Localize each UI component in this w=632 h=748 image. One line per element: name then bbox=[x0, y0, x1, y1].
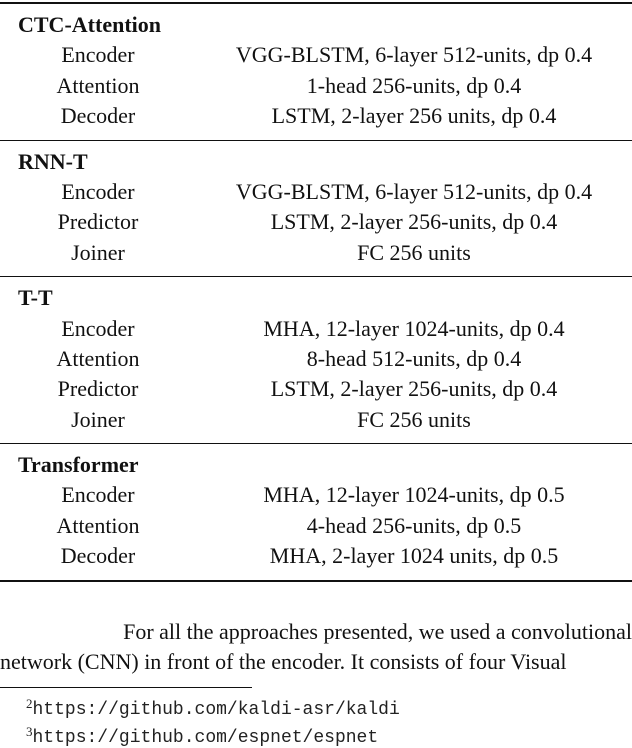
section-title: Transformer bbox=[18, 452, 139, 478]
component-label: Encoder bbox=[61, 42, 135, 68]
table-row bbox=[0, 238, 632, 268]
section-title: T-T bbox=[18, 285, 53, 311]
component-config: MHA, 2-layer 1024 units, dp 0.5 bbox=[269, 543, 559, 569]
table-row bbox=[0, 71, 632, 101]
section-title: CTC-Attention bbox=[18, 12, 161, 37]
footnote-mark: 2 bbox=[26, 696, 33, 711]
component-config: FC 256 units bbox=[357, 406, 471, 432]
table-section bbox=[0, 140, 632, 277]
component-label: Attention bbox=[56, 512, 140, 538]
table-row bbox=[0, 480, 632, 510]
component-config: MHA, 12-layer 1024-units, dp 0.5 bbox=[263, 482, 565, 508]
component-label: Decoder bbox=[60, 543, 136, 569]
table-row bbox=[0, 405, 632, 435]
component-label: Joiner bbox=[71, 406, 125, 432]
model-config-table bbox=[0, 2, 632, 582]
component-config: MHA, 12-layer 1024-units, dp 0.4 bbox=[263, 315, 565, 341]
table-row bbox=[0, 541, 632, 571]
component-config: VGG-BLSTM, 6-layer 512-units, dp 0.4 bbox=[235, 178, 593, 204]
table-section bbox=[0, 4, 632, 140]
table-row bbox=[0, 101, 632, 131]
component-label: Predictor bbox=[57, 209, 139, 235]
footnote-url: https://github.com/espnet/espnet bbox=[32, 728, 379, 748]
table-section bbox=[0, 276, 632, 443]
component-config: VGG-BLSTM, 6-layer 512-units, dp 0.4 bbox=[235, 42, 593, 68]
table-section bbox=[0, 443, 632, 580]
component-config: 1-head 256-units, dp 0.4 bbox=[306, 72, 522, 98]
body-paragraph-line-2: network (CNN) in front of the encoder. It consists of four Visual bbox=[0, 649, 567, 674]
component-config: FC 256 units bbox=[357, 239, 471, 265]
table-row bbox=[0, 207, 632, 237]
footnote-3 bbox=[26, 724, 378, 748]
table-row bbox=[0, 511, 632, 541]
table-row bbox=[0, 344, 632, 374]
component-label: Encoder bbox=[61, 482, 135, 508]
footnote-divider bbox=[0, 687, 252, 688]
component-config: LSTM, 2-layer 256-units, dp 0.4 bbox=[270, 376, 558, 402]
footnote-url: https://github.com/kaldi-asr/kaldi bbox=[32, 700, 400, 720]
footnote-mark: 3 bbox=[26, 724, 33, 739]
table-row bbox=[0, 374, 632, 404]
component-label: Attention bbox=[56, 72, 140, 98]
section-title: RNN-T bbox=[18, 148, 88, 174]
component-config: 4-head 256-units, dp 0.5 bbox=[306, 512, 522, 538]
component-label: Joiner bbox=[71, 239, 125, 265]
component-label: Encoder bbox=[61, 315, 135, 341]
component-label: Encoder bbox=[61, 178, 135, 204]
component-config: 8-head 512-units, dp 0.4 bbox=[306, 345, 522, 371]
footnote-2 bbox=[26, 696, 400, 720]
component-label: Attention bbox=[56, 345, 140, 371]
table-row bbox=[0, 40, 632, 70]
table-row bbox=[0, 177, 632, 207]
component-config: LSTM, 2-layer 256-units, dp 0.4 bbox=[270, 209, 558, 235]
component-config: LSTM, 2-layer 256 units, dp 0.4 bbox=[271, 103, 557, 129]
table-row bbox=[0, 314, 632, 344]
body-paragraph-line-1: For all the approaches presented, we used a convolutional bbox=[123, 619, 632, 644]
component-label: Predictor bbox=[57, 376, 139, 402]
component-label: Decoder bbox=[60, 103, 136, 129]
